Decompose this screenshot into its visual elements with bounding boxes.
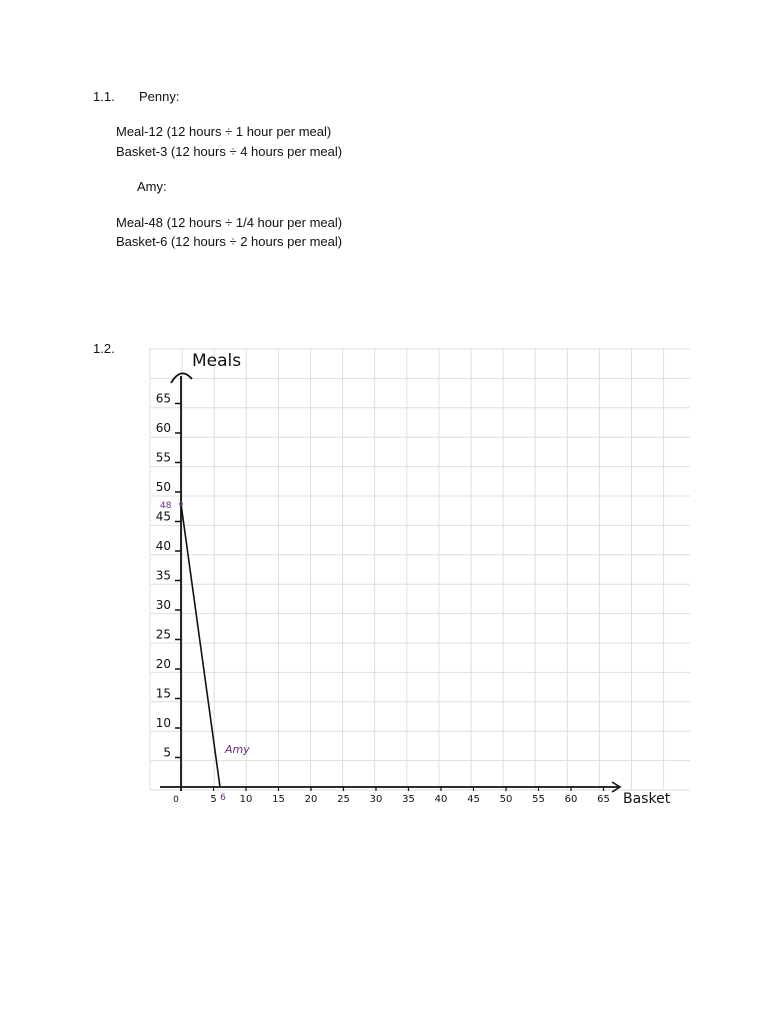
x-intercept-label: 6 xyxy=(220,793,226,803)
x-tick-label: 0 xyxy=(173,795,179,805)
section-1-number: 1.1. xyxy=(93,89,115,104)
x-tick-label: 30 xyxy=(369,794,383,805)
x-tick-label: 5 xyxy=(210,794,217,805)
y-tick-label: 35 xyxy=(155,568,171,583)
y-tick-label: 45 xyxy=(155,509,171,524)
x-tick-label: 10 xyxy=(239,794,253,805)
y-tick-label: 50 xyxy=(155,480,171,494)
y-tick-label: 55 xyxy=(155,450,171,465)
y-tick-label: 65 xyxy=(155,391,171,406)
y-tick-label: 30 xyxy=(155,598,171,612)
y-intercept-label: 48 xyxy=(160,500,172,511)
x-tick-labels xyxy=(173,794,610,805)
penny-meal-line: Meal-12 (12 hours ÷ 1 hour per meal) xyxy=(116,124,332,139)
y-tick-label: 25 xyxy=(155,627,171,642)
tick-marks xyxy=(175,404,604,792)
y-tick-label: 10 xyxy=(155,716,171,730)
x-tick-label: 40 xyxy=(434,794,448,805)
series-label-amy: Amy xyxy=(225,743,250,756)
x-tick-label: 55 xyxy=(532,794,545,805)
amy-meal-line: Meal-48 (12 hours ÷ 1/4 hour per meal) xyxy=(116,215,343,230)
amy-heading: Amy: xyxy=(137,179,167,194)
x-tick-label: 50 xyxy=(499,794,513,805)
y-tick-labels xyxy=(156,392,171,760)
y-tick-label: 15 xyxy=(155,686,171,701)
x-tick-label: 65 xyxy=(597,794,610,805)
penny-basket-line: Basket-3 (12 hours ÷ 4 hours per meal) xyxy=(116,144,343,159)
y-tick-label: 5 xyxy=(163,745,171,760)
y-tick-label: 60 xyxy=(155,421,171,435)
y-axis-title: Meals xyxy=(192,351,242,371)
section-2-number: 1.2. xyxy=(93,341,115,356)
x-tick-label: 20 xyxy=(304,794,318,805)
x-tick-label: 15 xyxy=(272,794,285,805)
grid-lines xyxy=(150,348,690,790)
y-tick-label: 20 xyxy=(155,657,171,671)
annotations xyxy=(160,501,250,803)
x-tick-label: 60 xyxy=(564,794,578,805)
penny-heading: Penny: xyxy=(139,89,180,104)
axes xyxy=(160,373,620,792)
x-axis-title: Basket xyxy=(623,791,671,807)
x-tick-label: 25 xyxy=(337,794,350,805)
x-tick-label: 45 xyxy=(467,794,480,805)
amy-basket-line: Basket-6 (12 hours ÷ 2 hours per meal) xyxy=(116,234,343,249)
x-tick-label: 35 xyxy=(402,794,415,805)
y-tick-label: 40 xyxy=(155,539,171,553)
y-intercept-dot xyxy=(179,502,183,506)
